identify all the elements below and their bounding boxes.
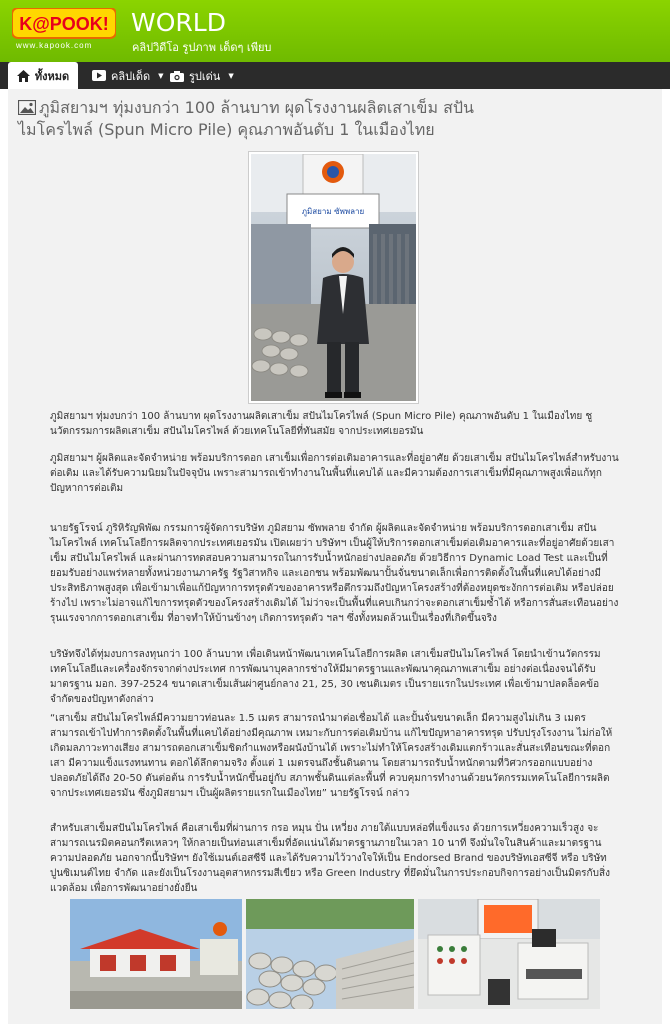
article-paragraph: บริษัทจึงได้ทุ่มงบการลงทุนกว่า 100 ล้านบาท เพื่อเดินหน้าพัฒนาเทคโนโลยีการผลิต เสาเข็มสปันไมโครไพล์ โดยนำเข้านวัตกรรมเทคโนโลยีและเครื่องจักรจากต่างประเทศ การพัฒนาบุคลากรช่างให้มีมาตรฐานและพัฒนาคุณภาพเสาเข็ม อย่างต่อเนื่องจนได้รับมาตรฐาน มอก. 397-2524 ขนาดเสาเข็มเส้นผ่าศูนย์กลาง 21, 25, 30 เซนติเมตร เป็นรายแรกในประเทศ เพื่อเข้ามาปลดล็อคข้อจำกัดของปัญหาดังกล่าว <box>50 649 601 705</box>
hero-sign-text: ภูมิสยาม ซัพพลาย <box>301 207 365 216</box>
hero-photo-illustration <box>251 154 416 401</box>
camera-icon <box>170 70 184 82</box>
nav-tab-photos[interactable] <box>170 62 234 89</box>
control-room-photo[interactable] <box>418 899 600 1009</box>
article-paragraph: ภูมิสยามฯ ทุ่มงบกว่า 100 ล้านบาท ผุดโรงงานผลิตเสาเข็ม สปันไมโครไพล์ (Spun Micro Pile) คุณภาพอันดับ 1 ในเมืองไทย ชูนวัตกรรมการผลิตเสาเข็ม สปันไมโครไพล์ ด้วยเทคโนโลยีที่ทันสมัย จากประเทศเยอรมัน <box>50 411 593 437</box>
home-icon <box>17 70 30 82</box>
section-title[interactable]: WORLD <box>131 8 226 37</box>
nav-tab-clips[interactable] <box>92 62 164 89</box>
headline-text: ภูมิสยามฯ ทุ่มงบกว่า 100 ล้านบาท ผุดโรงงานผลิตเสาเข็ม สปันไมโครไพล์ (Spun Micro Pile) คุณภาพอันดับ 1 ในเมืองไทย <box>18 98 474 139</box>
section-subtitle: คลิปวิดีโอ รูปภาพ เด็ดๆ เพียบ <box>132 41 272 54</box>
top-nav <box>0 62 670 89</box>
article-paragraph: นายรัฐโรจน์ ภูริหิรัญพิพัฒ กรรมการผู้จัดการบริษัท ภูมิสยาม ซัพพลาย จำกัด ผู้ผลิตและจัดจำหน่าย พร้อมบริการตอกเสาเข็ม สปันไมโครไพล์ เทคโนโลยีการผลิตจากประเทศเยอรมัน เปิดเผยว่า บริษัทฯ เป็นผู้ให้บริการตอกเสาเข็มต่อเติมอาคารและที่อยู่อาศัยด้วยเสาเข็ม สปันไมโครไพล์ และผ่านการทดสอบความสามารถในการรับน้ำหนักอย่างปลอดภัย ด้วยวิธีการ Dynamic Load Test และเป็นที่ยอมรับอย่างแพร่หลายทั้งหน่วยงานภาครัฐ รัฐวิสาหกิจ และเอกชน พร้อมพัฒนาปั้นจั่นขนาดเล็กเพื่อการติดตั้งในพื้นที่แคบได้อย่างมีประสิทธิภาพสูงสุด เพื่อเข้ามาเพื่อแก้ปัญหาการทรุดตัวของอาคารหรือตึกรวมถึงปัญหาโครงสร้างที่ต้องหยุดชะงักการต่อเติม หรือปล่อยร้างไป เพราะไม่อาจแก้ไขการทรุดตัวของโครงสร้างเดิมได้ ไม่ว่าจะเป็นพื้นที่แคบเกินกว่าจะตอกเสาเข็มซ้ำได้ หรือการสั่นสะเทือนอย่างรุนแรงจากการตอกเสาเข็ม ที่อาจทำให้บ้านข้างๆ เกิดการทรุดตัว ฯลฯ ซึ่งทั้งหมดล้วนเป็นเรื่องที่เกิดขึ้นจริง <box>50 523 619 624</box>
main-content <box>0 89 670 1024</box>
article-paragraph: “เสาเข็ม สปันไมโครไพล์มีความยาวท่อนละ 1.5 เมตร สามารถนำมาต่อเชื่อมได้ และปั้นจั่นขนาดเล็ก มีความสูงไม่เกิน 3 เมตร สามารถเข้าไปทำการติดตั้งในพื้นที่แคบได้อย่างมีคุณภาพ เหมาะกับการต่อเติมบ้าน แก้ไขปัญหาอาคารทรุด ปรับปรุงโรงงาน ไม่ก่อให้เกิดมลภาวะทางเสียง สามารถตอกเสาเข็มชิดกำแพงหรือผนังบ้านได้ เพราะไม่ทำให้โครงสร้างเดิมแตกร้าวและสั่นสะเทือนขณะที่ตอกเสา มีความแข็งแรงทนทาน ตอกได้ลึกตามจริง ตั้งแต่ 1 เมตรจนถึงชั้นดินดาน โดยสามารถรับน้ำหนักตามที่วิศวกรออกแบบอย่างปลอดภัยได้ถึง 20-50 ตันต่อต้น การรับน้ำหนักขึ้นอยู่กับ สภาพชั้นดินแต่ละพื้นที่ ควบคุมการทำงานด้วยนวัตกรรมเทคโนโลยีการผลิตจากประเทศเยอรมัน ซึ่งภูมิสยามฯ เป็นผู้ผลิตรายแรกในเมืองไทย” นายรัฐโรจน์ กล่าว <box>50 713 613 799</box>
logo-url-text: www.kapook.com <box>16 41 93 50</box>
chevron-down-icon: ▼ <box>228 71 234 80</box>
nav-tab-clips-label: คลิปเด็ด <box>111 69 151 83</box>
play-icon <box>92 70 106 81</box>
nav-tab-photos-label: รูปเด่น <box>189 69 221 83</box>
bottom-photo-strip <box>70 899 600 1009</box>
image-icon <box>18 100 36 115</box>
nav-tab-all-label: ทั้งหมด <box>34 69 70 83</box>
article-paragraph: สำหรับเสาเข็มสปันไมโครไพล์ คือเสาเข็มที่ผ่านการ กรอ หมุน ปั่น เหวี่ยง ภายใต้แบบหล่อที่แข็งแรง ด้วยการเหวี่ยงความเร็วสูง จะสามารถเนรมิตคอนกรีตเหลวๆ ให้กลายเป็นท่อนเสาเข็มที่อัดแน่นได้มาตรฐานภายในเวลา 10 นาที จึงมั่นใจในสินค้าและมาตรฐานความปลอดภัย นอกจากนี้บริษัทฯ ยังใช้เมนต์เอสซีจี และได้รับความไว้วางใจให้เป็น Endorsed Brand ของบริษัทเอสซีจี หรือ บริษัท ปูนซิเมนต์ไทย จำกัด และยังเป็นโรงงานอุตสาหกรรมสีเขียว หรือ Green Industry ที่ยึดมั่นในการประกอบกิจการอย่างเป็นมิตรกับสิ่งแวดล้อม เพื่อการพัฒนาอย่างยั่งยืน <box>50 823 610 894</box>
factory-exterior-photo[interactable] <box>70 899 242 1009</box>
svg-text:K@POOK!: K@POOK! <box>19 14 109 34</box>
site-header <box>0 0 670 62</box>
kapook-logo[interactable] <box>12 8 116 42</box>
article-container <box>8 89 662 1024</box>
concrete-piles-photo[interactable] <box>246 899 414 1009</box>
article-paragraph: ภูมิสยามฯ ผู้ผลิตและจัดจำหน่าย พร้อมบริการตอก เสาเข็มเพื่อการต่อเติมอาคารและที่อยู่อาศัย ด้วยเสาเข็ม สปันไมโครไพล์สำหรับงานต่อเติม และได้รับความนิยมในปัจจุบัน เพราะสามารถเข้าทำงานในพื้นที่แคบได้ และมีความต้องการเสาเข็มที่มีคุณภาพสูงเพื่อแก้ทุกปัญหาการต่อเติม <box>50 453 619 494</box>
hero-photo[interactable] <box>248 151 419 404</box>
nav-tab-all[interactable] <box>8 62 78 89</box>
chevron-down-icon: ▼ <box>158 71 164 80</box>
article-headline <box>18 97 478 141</box>
